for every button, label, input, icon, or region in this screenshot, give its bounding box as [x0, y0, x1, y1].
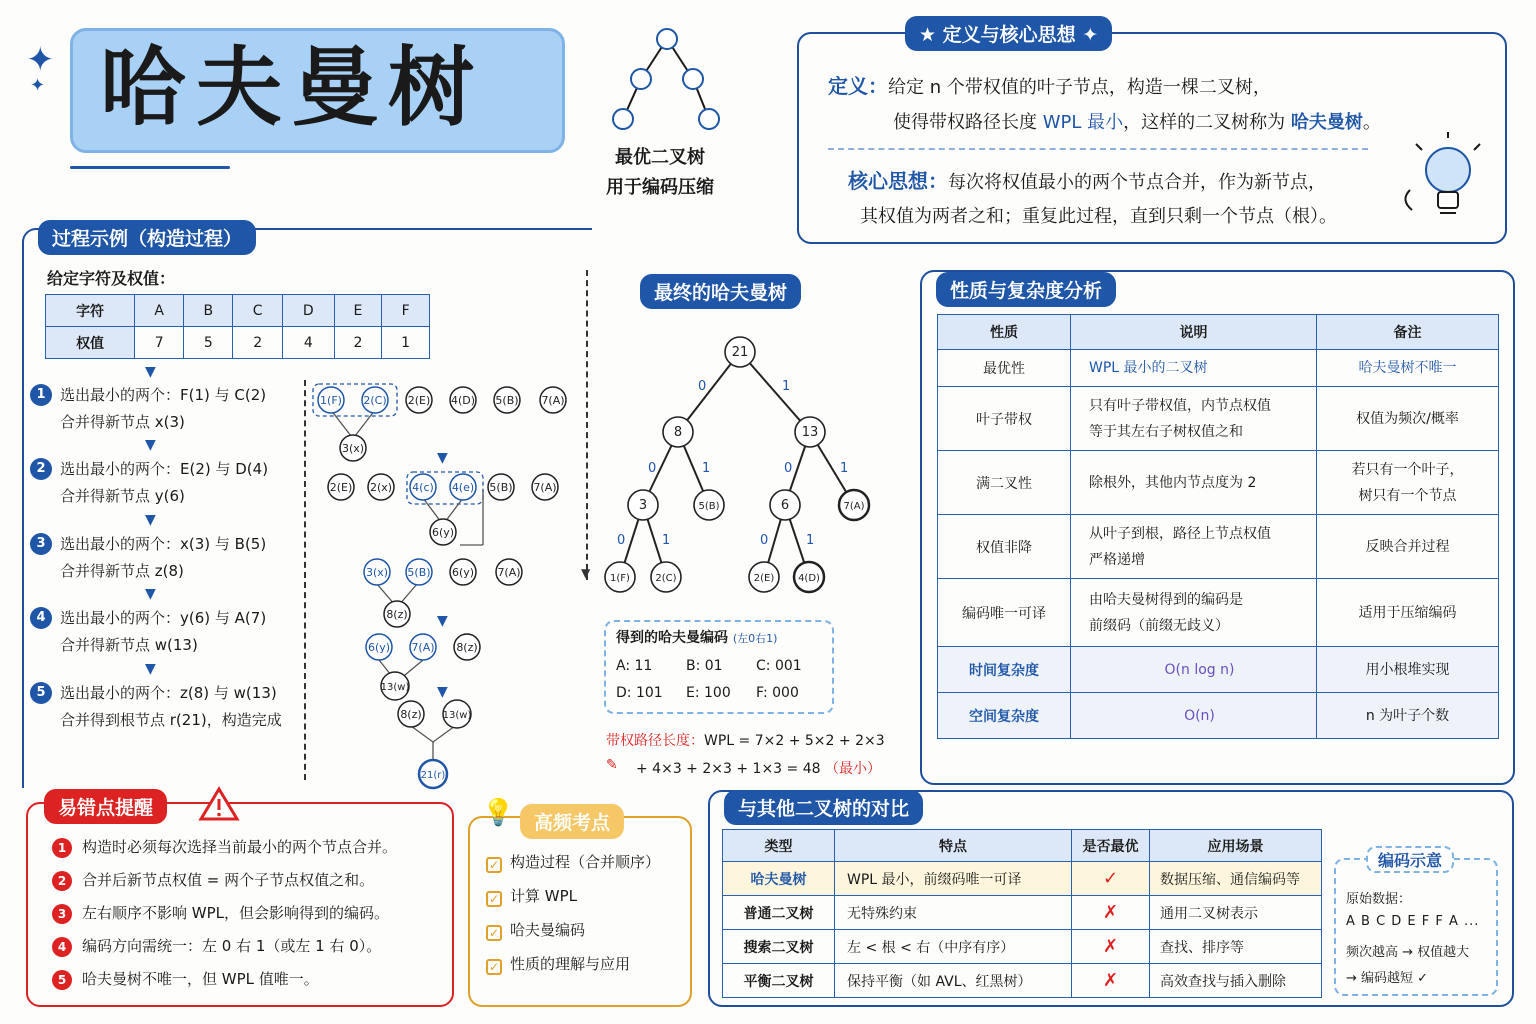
arrow-down-icon: ▼ [437, 450, 448, 466]
char-cell: A [135, 295, 184, 327]
process-nodes-diagram [305, 380, 590, 790]
keypoint-item: ✓ 性质的理解与应用 [486, 953, 630, 975]
mistake-item: 5 哈夫曼树不唯一，但 WPL 值唯一。 [52, 968, 319, 990]
checkbox-icon: ✓ [486, 857, 502, 873]
tree-node-label: 4(D) [450, 394, 476, 407]
process-header: 过程示例（构造过程） [38, 220, 256, 255]
step-2: 2 选出最小的两个：E(2) 与 D(4) 合并得新节点 y(6) [30, 456, 268, 510]
compare-usage: 数据压缩、通信编码等 [1150, 862, 1322, 896]
tree-caption-1: 最优二叉树 [615, 147, 705, 168]
edge-label: 1 [702, 461, 711, 476]
arrow-down-icon: ▼ [145, 364, 156, 380]
property-note: 哈夫曼树不唯一 [1317, 350, 1499, 387]
compare-row [723, 964, 1322, 998]
compare-feature: 保持平衡（如 AVL、红黑树） [835, 964, 1072, 998]
tree-node-label: 13(w) [442, 710, 472, 721]
edge-label: 0 [648, 461, 657, 476]
tree-node-label: 5(B) [407, 566, 431, 579]
tree-node-label: 5(B) [489, 481, 513, 494]
property-row [938, 387, 1499, 451]
char-cell: C [233, 295, 283, 327]
tree-node-label: 7(A) [533, 481, 557, 494]
compare-feature: 无特殊约束 [835, 896, 1072, 930]
sparkle-icon: ✦ [26, 40, 55, 80]
compare-table [722, 829, 1322, 998]
compare-usage: 查找、排序等 [1150, 930, 1322, 964]
code-d: D: 101 [616, 685, 663, 701]
property-row [938, 579, 1499, 647]
weight-cell: 2 [334, 327, 382, 359]
lightbulb-icon [1400, 130, 1490, 225]
star-icon: ★ [919, 24, 943, 46]
tree-node-label: 2(C) [363, 394, 387, 407]
tree-node-label: 2(C) [655, 573, 677, 584]
row-label-weight: 权值 [46, 327, 135, 359]
code-f: F: 000 [756, 685, 799, 701]
tree-node-label: 21 [731, 345, 749, 360]
star-icon-right: ✦ [1075, 24, 1099, 46]
step-5: 5 选出最小的两个：z(8) 与 w(13) 合并得到根节点 r(21)，构造完成 [30, 680, 282, 734]
property-row [938, 515, 1499, 579]
tree-node-label: 5(B) [698, 501, 720, 512]
tree-node-label: 1(F) [320, 394, 342, 407]
property-row [938, 693, 1499, 739]
tree-node-label: 3 [638, 498, 648, 513]
compare-type: 普通二叉树 [723, 896, 835, 930]
properties-header: 性质与复杂度分析 [936, 272, 1116, 307]
col-header: 备注 [1317, 315, 1499, 350]
compare-type: 哈夫曼树 [723, 862, 835, 896]
compare-usage: 通用二叉树表示 [1150, 896, 1322, 930]
tree-node-label: 13(w) [380, 682, 410, 693]
property-desc: O(n log n) [1071, 647, 1317, 693]
compare-row [723, 896, 1322, 930]
given-label: 给定字符及权值： [47, 269, 176, 288]
col-header: 应用场景 [1150, 830, 1322, 862]
mistake-item: 4 编码方向需统一：左 0 右 1（或左 1 右 0）。 [52, 935, 381, 957]
property-note: 权值为频次/概率 [1317, 387, 1499, 451]
property-name: 权值非降 [938, 515, 1071, 579]
col-header: 类型 [723, 830, 835, 862]
tree-node-label: 3(x) [341, 442, 365, 455]
checkbox-icon: ✓ [486, 925, 502, 941]
tree-node-label: 6 [780, 498, 790, 513]
arrow-down-icon: ▼ [437, 613, 448, 629]
definition-divider [828, 148, 1368, 150]
edge-label: 0 [784, 461, 793, 476]
weight-cell: 2 [233, 327, 283, 359]
divider-arrow-icon: ▼ [581, 566, 591, 580]
property-name: 空间复杂度 [938, 693, 1071, 739]
tree-node-label: 2(E) [753, 573, 775, 584]
encode-line4: → 编码越短 ✓ [1346, 971, 1429, 986]
property-name: 满二叉性 [938, 451, 1071, 515]
property-desc: 只有叶子带权值，内节点权值 等于其左右子树权值之和 [1071, 387, 1317, 451]
encode-line3: 频次越高 → 权值越大 [1346, 945, 1470, 960]
row-label-char: 字符 [46, 295, 135, 327]
wpl-line1: 带权路径长度：WPL = 7×2 + 5×2 + 2×3 [606, 733, 885, 749]
compare-usage: 高效查找与插入删除 [1150, 964, 1322, 998]
compare-optimal: ✓ [1072, 862, 1150, 896]
compare-optimal: ✗ [1072, 964, 1150, 998]
tree-node-label: 3(x) [365, 566, 389, 579]
col-header: 性质 [938, 315, 1071, 350]
edge-label: 0 [617, 533, 626, 548]
property-desc: WPL 最小的二叉树 [1071, 350, 1317, 387]
keypoint-item: ✓ 构造过程（合并顺序） [486, 851, 660, 873]
property-row [938, 451, 1499, 515]
compare-type: 平衡二叉树 [723, 964, 835, 998]
property-desc: O(n) [1071, 693, 1317, 739]
weight-cell: 7 [135, 327, 184, 359]
edge-label: 0 [698, 379, 707, 394]
arrow-down-icon: ▼ [145, 661, 156, 677]
encode-line1: 原始数据： [1346, 892, 1412, 907]
col-header: 说明 [1071, 315, 1317, 350]
mistake-item: 2 合并后新节点权值 = 两个子节点权值之和。 [52, 869, 374, 891]
edge-label: 1 [662, 533, 671, 548]
tree-node-label: 8(z) [386, 608, 408, 621]
checkbox-icon: ✓ [486, 959, 502, 975]
mistake-item: 3 左右顺序不影响 WPL，但会影响得到的编码。 [52, 902, 389, 924]
final-tree-diagram [600, 330, 900, 600]
encode-title: 编码示意 [1366, 846, 1454, 873]
tree-node-label: 7(A) [541, 394, 565, 407]
codes-title: 得到的哈夫曼编码 (左0右1) [616, 630, 778, 646]
code-e: E: 100 [686, 685, 731, 701]
weight-cell: 1 [382, 327, 430, 359]
edge-label: 1 [806, 533, 815, 548]
property-note: n 为叶子个数 [1317, 693, 1499, 739]
arrow-down-icon: ▼ [437, 684, 448, 700]
char-cell: B [184, 295, 233, 327]
title-underline [70, 166, 230, 169]
checkbox-icon: ✓ [486, 891, 502, 907]
property-desc: 从叶子到根，路径上节点权值 严格递增 [1071, 515, 1317, 579]
page-title: 哈夫曼树 [100, 38, 484, 138]
property-note: 若只有一个叶子， 树只有一个节点 [1317, 451, 1499, 515]
sparkle-small-icon: ✦ [30, 75, 46, 96]
arrow-down-icon: ▼ [145, 512, 156, 528]
core-idea-line2: 其权值为两者之和；重复此过程，直到只剩一个节点（根）。 [860, 206, 1337, 227]
keypoints-panel [468, 816, 692, 1007]
col-header: 是否最优 [1072, 830, 1150, 862]
col-header: 特点 [835, 830, 1072, 862]
compare-header: 与其他二叉树的对比 [724, 790, 923, 825]
warning-icon [198, 786, 240, 822]
tree-node-label: 4(e) [451, 481, 475, 494]
pencil-icon: ✎ [606, 757, 618, 773]
compare-type: 搜索二叉树 [723, 930, 835, 964]
binary-tree-icon [605, 25, 725, 135]
property-name: 最优性 [938, 350, 1071, 387]
char-cell: E [334, 295, 382, 327]
mistake-item: 1 构造时必须每次选择当前最小的两个节点合并。 [52, 836, 397, 858]
core-idea-line1: 核心思想：每次将权值最小的两个节点合并，作为新节点， [848, 169, 1326, 193]
tree-node-label: 7(A) [497, 566, 521, 579]
tree-node-label: 1(F) [610, 573, 630, 584]
property-name: 叶子带权 [938, 387, 1071, 451]
tree-caption-2: 用于编码压缩 [606, 177, 714, 198]
property-note: 反映合并过程 [1317, 515, 1499, 579]
tree-node-label: 4(D) [798, 573, 820, 584]
property-desc: 除根外，其他内节点度为 2 [1071, 451, 1317, 515]
encode-line2: A B C D E F F A ... [1346, 914, 1480, 929]
code-a: A: 11 [616, 658, 653, 674]
tree-node-label: 8(z) [456, 641, 478, 654]
code-b: B: 01 [686, 658, 723, 674]
char-cell: F [382, 295, 430, 327]
keypoint-item: ✓ 哈夫曼编码 [486, 919, 585, 941]
tree-node-label: 5(B) [495, 394, 519, 407]
compare-row [723, 930, 1322, 964]
property-note: 用小根堆实现 [1317, 647, 1499, 693]
compare-optimal: ✗ [1072, 896, 1150, 930]
keypoint-item: ✓ 计算 WPL [486, 885, 577, 907]
compare-feature: 左 < 根 < 右（中序有序） [835, 930, 1072, 964]
definition-line1: 定义：给定 n 个带权值的叶子节点，构造一棵二叉树， [828, 74, 1271, 98]
properties-table [937, 314, 1499, 739]
step-3: 3 选出最小的两个：x(3) 与 B(5) 合并得新节点 z(8) [30, 531, 266, 585]
step-1: 1 选出最小的两个：F(1) 与 C(2) 合并得新节点 x(3) [30, 382, 266, 436]
property-note: 适用于压缩编码 [1317, 579, 1499, 647]
property-desc: 由哈夫曼树得到的编码是 前缀码（前缀无歧义） [1071, 579, 1317, 647]
arrow-down-icon: ▼ [145, 586, 156, 602]
tree-node-label: 8(z) [400, 708, 422, 721]
compare-row [723, 862, 1322, 896]
char-cell: D [282, 295, 334, 327]
definition-line2: 使得带权路径长度 WPL 最小，这样的二叉树称为 哈夫曼树。 [893, 112, 1381, 133]
process-tree-divider [586, 270, 588, 580]
property-row [938, 350, 1499, 387]
mistakes-header: 易错点提醒 [44, 789, 167, 824]
tree-node-label: 21(r) [420, 770, 446, 781]
tree-node-label: 6(y) [367, 641, 391, 654]
property-name: 编码唯一可译 [938, 579, 1071, 647]
weight-cell: 4 [282, 327, 334, 359]
wpl-line2: + 4×3 + 2×3 + 1×3 = 48 （最小） [636, 761, 881, 777]
tree-node-label: 7(A) [843, 501, 865, 512]
property-name: 时间复杂度 [938, 647, 1071, 693]
edge-label: 0 [760, 533, 769, 548]
tree-node-label: 2(x) [369, 481, 393, 494]
tree-node-label: 2(E) [329, 481, 353, 494]
keypoints-header: 高频考点 [520, 804, 624, 839]
keypoint-bulb-icon: 💡 [482, 798, 515, 828]
compare-feature: WPL 最小，前缀码唯一可译 [835, 862, 1072, 896]
arrow-down-icon: ▼ [145, 437, 156, 453]
tree-node-label: 7(A) [411, 641, 435, 654]
weights-table [45, 294, 430, 359]
edge-label: 1 [840, 461, 849, 476]
compare-optimal: ✗ [1072, 930, 1150, 964]
property-row [938, 647, 1499, 693]
tree-node-label: 2(E) [407, 394, 431, 407]
tree-node-label: 6(y) [431, 526, 455, 539]
final-tree-header: 最终的哈夫曼树 [640, 274, 801, 309]
tree-node-label: 13 [801, 425, 819, 440]
tree-node-label: 4(c) [412, 481, 434, 494]
edge-label: 1 [782, 379, 791, 394]
tree-node-label: 6(y) [451, 566, 475, 579]
definition-header: ★ 定义与核心思想 ✦ [905, 16, 1112, 51]
code-c: C: 001 [756, 658, 802, 674]
step-4: 4 选出最小的两个：y(6) 与 A(7) 合并得新节点 w(13) [30, 605, 266, 659]
weight-cell: 5 [184, 327, 233, 359]
tree-node-label: 8 [673, 425, 683, 440]
